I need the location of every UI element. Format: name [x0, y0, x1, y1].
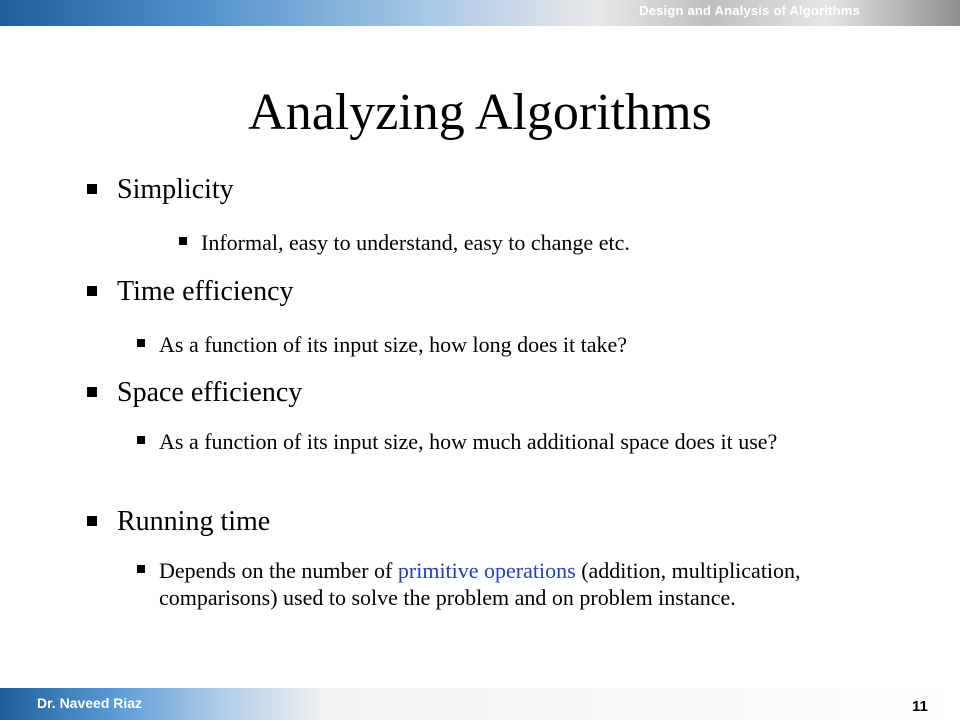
bullet-text: Space efficiency [117, 377, 303, 408]
bullet-text: Time efficiency [117, 276, 294, 307]
bullet-space-efficiency [117, 376, 302, 410]
sub-bullet-text: Informal, easy to understand, easy to change etc. [201, 230, 630, 255]
square-bullet-icon [179, 237, 187, 245]
header-bar [0, 0, 960, 26]
sub-bullet [159, 428, 859, 455]
slide-title: Analyzing Algorithms [248, 84, 712, 141]
bullet-running-time [117, 505, 270, 539]
square-bullet-icon [137, 339, 145, 347]
highlighted-term: primitive operations [397, 558, 576, 583]
square-bullet-icon [87, 286, 97, 296]
course-title: Design and Analysis of Algorithms [639, 3, 860, 18]
square-bullet-icon [87, 184, 97, 194]
bullet-time-efficiency [117, 275, 294, 309]
sub-bullet [159, 557, 859, 611]
bullet-text: Running time [117, 506, 271, 537]
page-number: 11 [912, 698, 928, 715]
square-bullet-icon [137, 436, 145, 444]
sub-bullet [201, 229, 630, 256]
sub-bullet-text-before: Depends on the number of [159, 558, 398, 583]
square-bullet-icon [137, 565, 145, 573]
sub-bullet [159, 331, 627, 358]
sub-bullet-text: As a function of its input size, how much additional space does it use? [159, 429, 778, 454]
footer-bar [0, 688, 960, 720]
sub-bullet-text: As a function of its input size, how long does it take? [159, 332, 628, 357]
sub-bullet-text-after: (addition, multiplication, comparisons) used to solve the problem and on problem instance. [159, 558, 801, 610]
author-name: Dr. Naveed Riaz [37, 695, 143, 711]
bullet-text: Simplicity [117, 174, 234, 205]
bullet-simplicity [117, 173, 234, 207]
square-bullet-icon [87, 387, 97, 397]
square-bullet-icon [87, 516, 97, 526]
